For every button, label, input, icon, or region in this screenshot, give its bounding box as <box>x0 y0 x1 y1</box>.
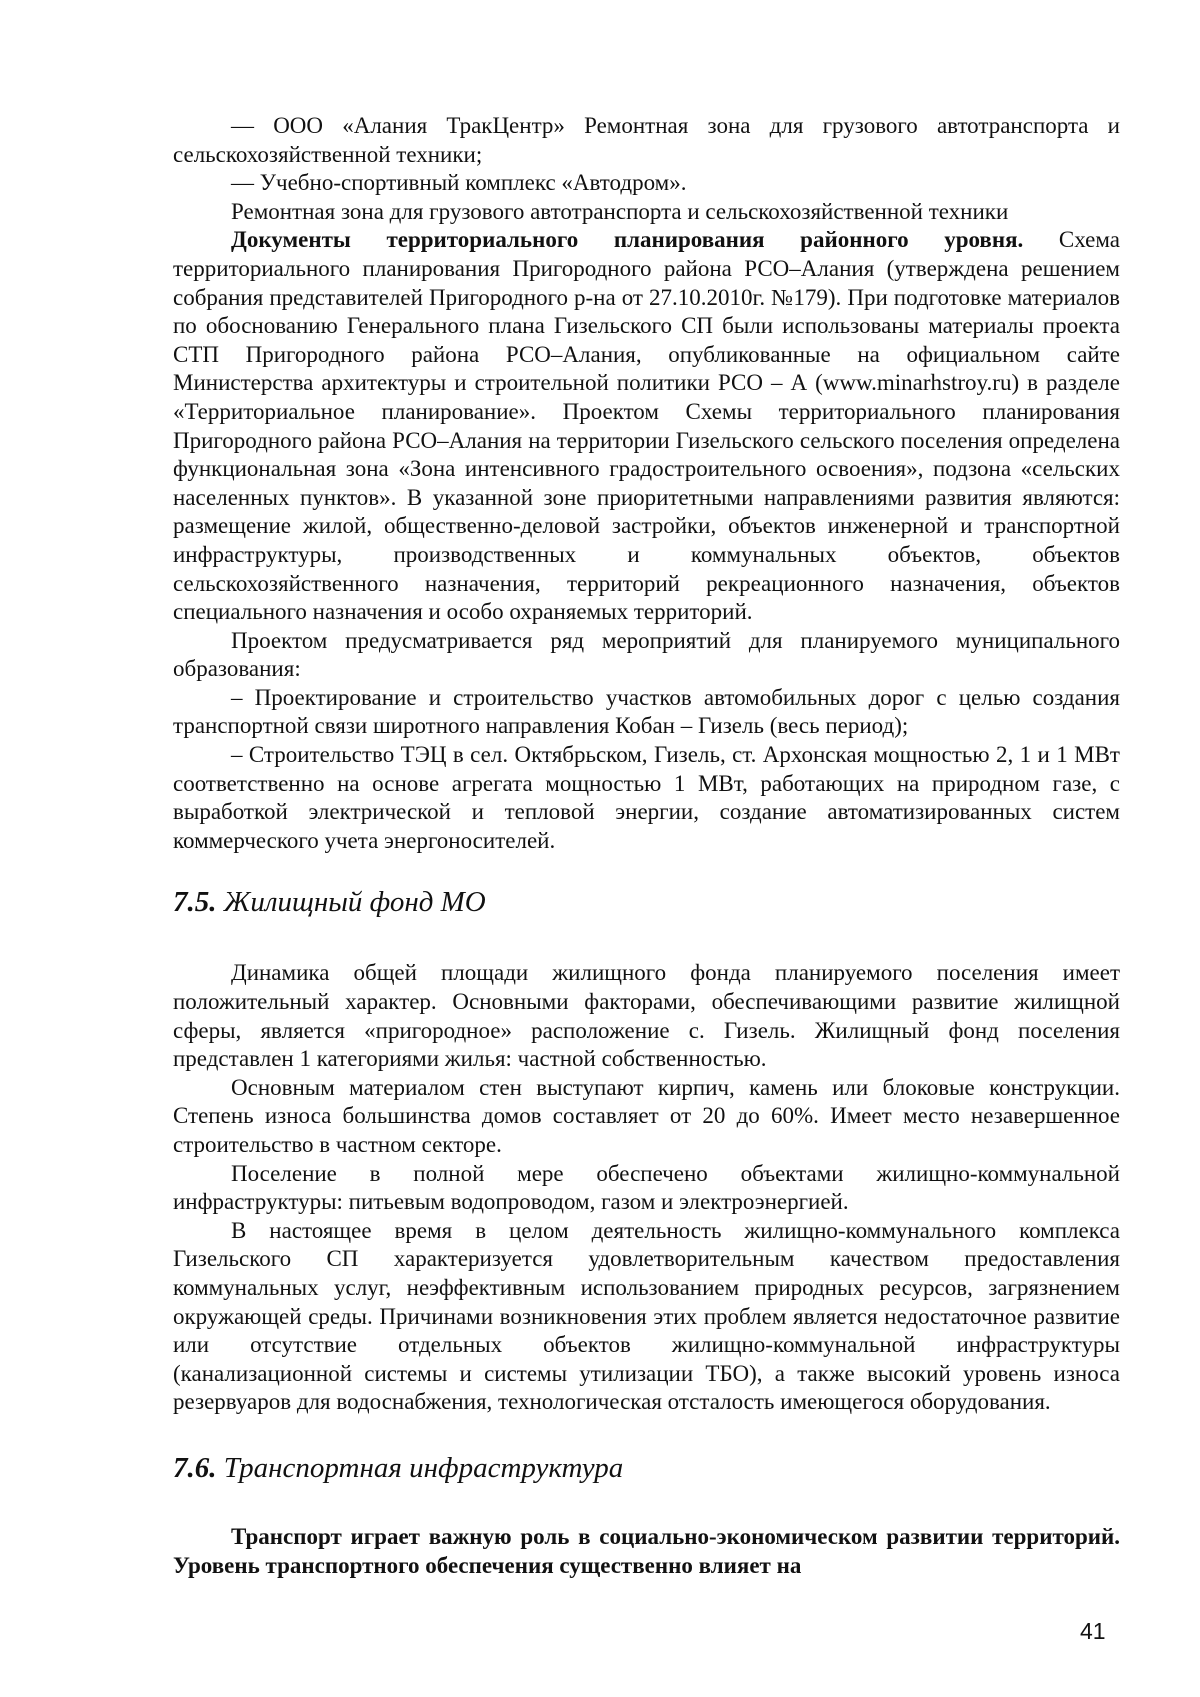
section-heading-transport <box>173 1451 1120 1485</box>
paragraph-measures-intro: Проектом предусматривается ряд мероприятий для планируемого муниципального образования: <box>173 627 1120 682</box>
paragraph-transport-intro: Транспорт играет важную роль в социально-экономическом развитии территорий. Уровень транспортного обеспечения существенно влияет на <box>173 1523 1120 1578</box>
paragraph-planning-documents-text: Схема территориального планирования Пригородного района РСО–Алания (утверждена решением собрания представителей Пригородного р-на от 27.10.2010г. №179). При подготовке материалов по обоснованию Генерального плана Гизельского СП были использованы материалы проекта СТП Пригородного района РСО–Алания, опубликованные на официальном сайте Министерства архитектуры и строительной политики РСО – А (www.minarhstroy.ru) в разделе «Территориальное планирование». Проектом Схемы территориального планирования Пригородного района РСО–Алания на территории Гизельского сельского поселения определена функциональная зона «Зона интенсивного градостроительного освоения», подзона «сельских населенных пунктов». В указанной зоне приоритетными направлениями развития являются: размещение жилой, общественно-деловой застройки, объектов инженерной и транспортной инфраструктуры, производственных и коммунальных объектов, объектов сельскохозяйственного назначения, территорий рекреационного назначения, объектов специального назначения и особо охраняемых территорий. <box>173 227 1120 625</box>
document-page <box>173 112 1120 1580</box>
paragraph-housing-problems: В настоящее время в целом деятельность жилищно-коммунального комплекса Гизельского СП характеризуется удовлетворительным качеством предоставления коммунальных услуг, неэффективным использованием природных ресурсов, загрязнением окружающей среды. Причинами возникновения этих проблем является недостаточное развитие или отсутствие отдельных объектов жилищно-коммунальной инфраструктуры (канализационной системы и системы утилизации ТБО), а также высокий уровень износа резервуаров для водоснабжения, технологическая отсталость имеющегося оборудования. <box>173 1217 1120 1415</box>
paragraph-housing-materials: Основным материалом стен выступают кирпич, камень или блоковые конструкции. Степень износа большинства домов составляет от 20 до 60%. Имеет место незавершенное строительство в частном секторе. <box>173 1074 1120 1157</box>
paragraph-planning-documents-lead: Документы территориального планирования районного уровня. <box>231 227 1024 253</box>
section-title: Жилищный фонд МО <box>216 886 486 919</box>
section-title: Транспортная инфраструктура <box>216 1451 624 1484</box>
paragraph-planning-documents <box>173 226 1120 626</box>
section-number: 7.6. <box>173 1451 217 1484</box>
section-number: 7.5. <box>173 886 217 919</box>
paragraph-avtodrom: — Учебно-спортивный комплекс «Автодром». <box>231 170 687 196</box>
paragraph-alania-trakcenter: — ООО «Алания ТракЦентр» Ремонтная зона для грузового автотранспорта и сельскохозяйственной техники; <box>173 113 1120 167</box>
paragraph-housing-dynamics: Динамика общей площади жилищного фонда планируемого поселения имеет положительный характер. Основными факторами, обеспечивающими развитие жилищной сферы, является «пригородное» расположение с. Гизель. Жилищный фонд поселения представлен 1 категориями жилья: частной собственностью. <box>173 960 1120 1072</box>
section-heading-housing <box>173 885 1120 919</box>
page-number: 41 <box>1080 1618 1106 1644</box>
paragraph-measures-roads: – Проектирование и строительство участков автомобильных дорог с целью создания транспортной связи широтного направления Кобан – Гизель (весь период); <box>173 684 1120 739</box>
paragraph-repair-zone: Ремонтная зона для грузового автотранспорта и сельскохозяйственной техники <box>231 198 1009 224</box>
paragraph-housing-infrastructure: Поселение в полной мере обеспечено объектами жилищно-коммунальной инфраструктуры: питьевым водопроводом, газом и электроэнергией. <box>173 1160 1120 1215</box>
paragraph-measures-tec: – Строительство ТЭЦ в сел. Октябрьском, Гизель, ст. Архонская мощностью 2, 1 и 1 МВт соответственно на основе агрегата мощностью 1 МВт, работающих на природном газе, с выработкой электрической и тепловой энергии, создание автоматизированных систем коммерческого учета энергоносителей. <box>173 742 1120 853</box>
